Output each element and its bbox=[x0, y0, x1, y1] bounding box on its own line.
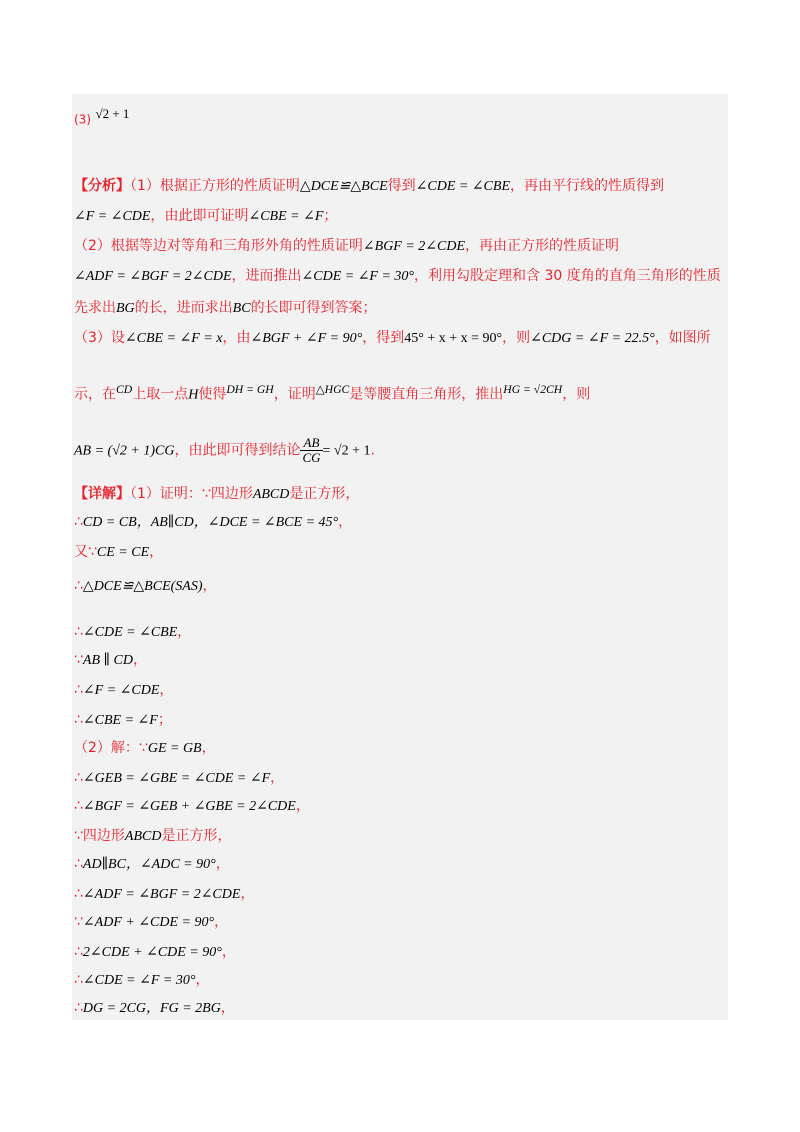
math-expression: ∠ADF = ∠BGF = 2∠CDE bbox=[74, 269, 232, 284]
fraction bbox=[300, 436, 322, 465]
analysis-line-8 bbox=[74, 436, 375, 465]
math-expression: ∠BGF = ∠GEB + ∠GBE = 2∠CDE bbox=[82, 799, 296, 814]
analysis-text: ，证明 bbox=[273, 386, 316, 403]
math-expression: DG = 2CG，FG = 2BG bbox=[82, 1001, 221, 1016]
detail-line bbox=[74, 942, 236, 963]
punctuation: ， bbox=[295, 798, 310, 814]
analysis-line-5 bbox=[74, 298, 377, 319]
analysis-text: ，由 bbox=[222, 330, 251, 346]
analysis-text: ，由此即可证明 bbox=[150, 208, 249, 224]
math-expression: AD∥BC，∠ADC = 90° bbox=[82, 857, 216, 872]
detail-line bbox=[74, 650, 147, 671]
detail-line bbox=[74, 542, 163, 563]
detail-line bbox=[74, 710, 172, 731]
math-expression: GE = GB bbox=[147, 741, 202, 756]
analysis-text: 示，在 bbox=[74, 386, 116, 403]
detail-line bbox=[74, 796, 310, 817]
therefore-symbol: ∴ bbox=[74, 514, 83, 530]
math-expression: ∠CDG = ∠F = 22.5° bbox=[530, 331, 655, 346]
math-expression: ∠BGF + ∠F = 90° bbox=[250, 331, 363, 346]
math-expression: = √2 + 1 bbox=[322, 443, 371, 459]
math-expression: ∠ADF = ∠BGF = 2∠CDE bbox=[82, 887, 241, 902]
math-expression: BG bbox=[116, 301, 135, 316]
analysis-text: 得到 bbox=[387, 178, 416, 194]
math-expression: ∠CDE = ∠CBE bbox=[82, 625, 178, 640]
punctuation: ， bbox=[202, 578, 217, 594]
math-expression: ∠ADF + ∠CDE = 90° bbox=[82, 915, 215, 930]
detail-text: ∵四边形 bbox=[74, 828, 125, 844]
analysis-text: ； bbox=[323, 208, 338, 224]
math-expression: CD bbox=[116, 383, 133, 396]
fraction-denominator: CG bbox=[302, 450, 321, 465]
math-expression: ∠F = ∠CDE bbox=[74, 209, 151, 224]
punctuation: ， bbox=[201, 740, 216, 756]
analysis-text: ，由此即可得到结论 bbox=[174, 442, 301, 459]
math-expression: ∠CBE = ∠F bbox=[248, 209, 324, 224]
therefore-symbol: ∴ bbox=[74, 712, 83, 728]
analysis-text: 先求出 bbox=[74, 300, 116, 316]
analysis-text: ，则 bbox=[502, 330, 531, 346]
analysis-text: （3）设 bbox=[74, 330, 125, 346]
therefore-symbol: ∴ bbox=[74, 770, 83, 786]
math-expression: ∠CDE = ∠F = 30° bbox=[82, 973, 196, 988]
math-expression: HG = √2CH bbox=[503, 383, 563, 396]
punctuation: ， bbox=[215, 856, 230, 872]
detail-text: 是正方形， bbox=[161, 828, 232, 844]
punctuation: ； bbox=[157, 712, 172, 728]
because-symbol: ∵ bbox=[74, 914, 83, 930]
therefore-symbol: ∴ bbox=[74, 624, 83, 640]
math-expression: AB = (√2 + 1)CG bbox=[74, 443, 175, 459]
analysis-text: 的长，进而求出 bbox=[134, 300, 233, 316]
solution-panel bbox=[72, 94, 728, 1020]
therefore-symbol: ∴ bbox=[74, 886, 83, 902]
analysis-text: 的长即可得到答案； bbox=[250, 300, 377, 316]
detail-line bbox=[74, 576, 217, 597]
math-expression: ∠CDE = ∠CBE bbox=[415, 179, 510, 194]
math-expression: BC bbox=[232, 301, 251, 316]
therefore-symbol: ∴ bbox=[74, 972, 83, 988]
analysis-text: ，进而推出 bbox=[231, 268, 302, 284]
detail-line bbox=[74, 998, 235, 1019]
therefore-symbol: ∴ bbox=[74, 578, 83, 594]
punctuation: ， bbox=[132, 652, 147, 668]
math-expression: AB ∥ CD bbox=[82, 653, 133, 668]
therefore-symbol: ∴ bbox=[74, 1000, 83, 1016]
analysis-text: （1）根据正方形的性质证明 bbox=[130, 178, 300, 194]
punctuation: ， bbox=[159, 682, 174, 698]
math-expression: △DCE≌△BCE(SAS) bbox=[82, 579, 203, 594]
detail-line-part2 bbox=[74, 738, 216, 759]
analysis-text: ，再由平行线的性质得到 bbox=[510, 178, 664, 194]
math-expression: CE = CE bbox=[96, 545, 150, 560]
analysis-line-7 bbox=[74, 380, 590, 406]
analysis-heading: 【分析】 bbox=[74, 178, 130, 194]
analysis-line-1 bbox=[74, 176, 664, 197]
detail-line bbox=[74, 512, 352, 533]
analysis-text: ，得到 bbox=[362, 330, 405, 346]
therefore-symbol: ∴ bbox=[74, 682, 83, 698]
analysis-text: 使得 bbox=[198, 386, 227, 403]
detail-line bbox=[74, 970, 209, 991]
punctuation: ， bbox=[338, 514, 353, 530]
math-expression: ∠CBE = ∠F bbox=[82, 713, 158, 728]
analysis-text: ，则 bbox=[562, 386, 591, 403]
because-symbol: ∵ bbox=[74, 652, 83, 668]
therefore-symbol: ∴ bbox=[74, 856, 83, 872]
detail-line bbox=[74, 680, 173, 701]
math-expression: 2∠CDE + ∠CDE = 90° bbox=[82, 945, 222, 960]
analysis-text: ，再由正方形的性质证明 bbox=[465, 238, 620, 254]
detail-line bbox=[74, 768, 284, 789]
detail-line-square bbox=[74, 826, 231, 847]
math-expression: ∠F = ∠CDE bbox=[82, 683, 160, 698]
detail-text: 是正方形， bbox=[289, 486, 360, 502]
analysis-text: 上取一点 bbox=[132, 386, 189, 403]
detail-text: （1）证明：∵四边形 bbox=[130, 486, 253, 502]
analysis-text: ，如图所 bbox=[654, 330, 711, 346]
detail-line bbox=[74, 912, 228, 933]
math-expression: ∠CDE = ∠F = 30° bbox=[301, 269, 415, 284]
punctuation: ， bbox=[220, 1000, 235, 1016]
part3-label: (3) bbox=[74, 112, 91, 127]
analysis-line-4 bbox=[74, 266, 721, 287]
detail-line bbox=[74, 884, 254, 905]
math-expression: DH = GH bbox=[226, 383, 274, 396]
detail-line-heading bbox=[74, 484, 359, 505]
because-symbol: 又∵ bbox=[74, 544, 97, 560]
part3-answer bbox=[74, 104, 129, 130]
punctuation: ， bbox=[195, 972, 210, 988]
punctuation: ， bbox=[240, 886, 255, 902]
punctuation: ， bbox=[214, 914, 229, 930]
math-expression: ABCD bbox=[124, 829, 162, 844]
analysis-text: （2）根据等边对等角和三角形外角的性质证明 bbox=[74, 238, 363, 254]
therefore-symbol: ∴ bbox=[74, 798, 83, 814]
analysis-text: 是等腰直角三角形，推出 bbox=[349, 386, 504, 403]
punctuation: ， bbox=[149, 544, 164, 560]
detail-text: （2）解：∵ bbox=[74, 740, 148, 756]
math-expression: ABCD bbox=[252, 487, 290, 502]
detail-heading: 【详解】 bbox=[74, 486, 130, 502]
math-expression: ∠GEB = ∠GBE = ∠CDE = ∠F bbox=[82, 771, 271, 786]
fraction-numerator: AB bbox=[300, 436, 322, 451]
analysis-line-2 bbox=[74, 206, 337, 227]
analysis-line-3 bbox=[74, 236, 619, 257]
therefore-symbol: ∴ bbox=[74, 944, 83, 960]
math-expression: ∠CBE = ∠F = x bbox=[124, 331, 223, 346]
math-expression: △DCE≌△BCE bbox=[299, 179, 388, 194]
detail-line bbox=[74, 622, 191, 643]
math-expression: ∠BGF = 2∠CDE bbox=[362, 239, 466, 254]
punctuation: ， bbox=[221, 944, 236, 960]
detail-line bbox=[74, 854, 230, 875]
analysis-text: . bbox=[370, 442, 375, 459]
part3-value: √2 + 1 bbox=[95, 106, 130, 121]
math-expression: CD = CB，AB∥CD，∠DCE = ∠BCE = 45° bbox=[82, 515, 339, 530]
math-expression: 45° + x + x = 90° bbox=[404, 331, 503, 346]
math-expression: H bbox=[188, 387, 199, 403]
punctuation: ， bbox=[270, 770, 285, 786]
analysis-line-6 bbox=[74, 328, 711, 349]
math-expression: △HGC bbox=[315, 383, 350, 396]
analysis-text: ，利用勾股定理和含 30 度角的直角三角形的性质 bbox=[414, 268, 721, 284]
punctuation: ， bbox=[177, 624, 192, 640]
